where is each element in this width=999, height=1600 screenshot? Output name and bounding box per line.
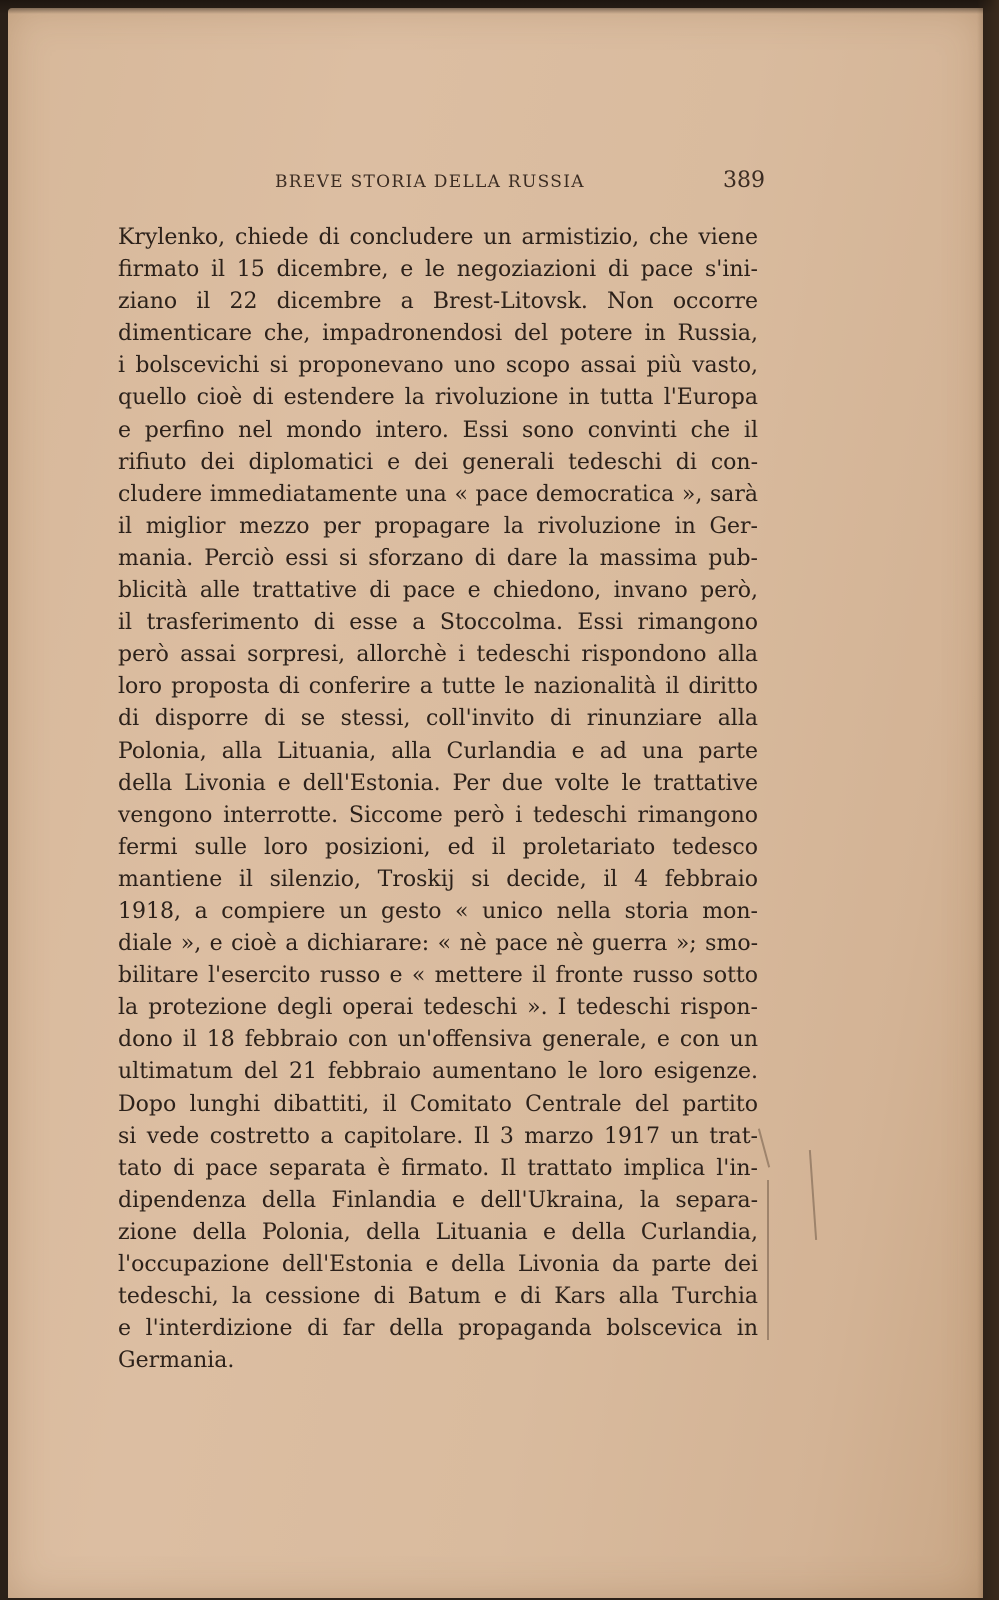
text-line: dono il 18 febbraio con un'offensiva generale, e con un <box>118 1027 758 1053</box>
top-edge-shadow <box>0 0 999 14</box>
text-line: ziano il 22 dicembre a Brest-Litovsk. Non occorre <box>118 289 758 315</box>
text-line: si vede costretto a capitolare. Il 3 marzo 1917 un trat- <box>118 1123 758 1149</box>
text-line: di disporre di se stessi, coll'invito di rinunziare alla <box>118 706 758 732</box>
text-line: Dopo lunghi dibattiti, il Comitato Centrale del partito <box>118 1091 758 1117</box>
text-line: tato di pace separata è firmato. Il trattato implica l'in- <box>118 1155 758 1181</box>
text-line: Polonia, alla Lituania, alla Curlandia e ad una parte <box>118 738 758 764</box>
text-line: ultimatum del 21 febbraio aumentano le loro esigenze. <box>118 1059 758 1085</box>
text-line: e l'interdizione di far della propaganda bolscevica in <box>118 1316 758 1342</box>
text-line: bilitare l'esercito russo e « mettere il fronte russo sotto <box>118 963 758 989</box>
text-line: però assai sorpresi, allorchè i tedeschi rispondono alla <box>118 642 758 668</box>
text-line: mania. Perciò essi si sforzano di dare la massima pub- <box>118 545 758 571</box>
running-title: BREVE STORIA DELLA RUSSIA <box>275 172 585 192</box>
page-number: 389 <box>723 168 765 193</box>
pencil-margin-mark <box>767 1180 769 1340</box>
text-line: il miglior mezzo per propagare la rivoluzione in Ger- <box>118 513 758 539</box>
body-text <box>118 222 758 1377</box>
text-line: firmato il 15 dicembre, e le negoziazioni di pace s'ini- <box>118 257 758 283</box>
text-line: zione della Polonia, della Lituania e della Curlandia, <box>118 1219 758 1245</box>
text-line: fermi sulle loro posizioni, ed il proletariato tedesco <box>118 834 758 860</box>
text-line: rifiuto dei diplomatici e dei generali tedeschi di con- <box>118 449 758 475</box>
text-line: 1918, a compiere un gesto « unico nella storia mon- <box>118 898 758 924</box>
text-line: quello cioè di estendere la rivoluzione in tutta l'Europa <box>118 385 758 411</box>
text-line: Krylenko, chiede di concludere un armistizio, che viene <box>118 225 758 250</box>
text-line: e perfino nel mondo intero. Essi sono convinti che il <box>118 417 758 443</box>
text-line: dipendenza della Finlandia e dell'Ukraina, la separa- <box>118 1187 758 1213</box>
text-line: il trasferimento di esse a Stoccolma. Essi rimangono <box>118 610 758 636</box>
page-right-edge <box>977 0 999 1600</box>
text-line: i bolscevichi si proponevano uno scopo assai più vasto, <box>118 353 758 379</box>
running-header <box>275 166 765 196</box>
text-line: tedeschi, la cessione di Batum e di Kars alla Turchia <box>118 1284 758 1310</box>
text-line: diale », e cioè a dichiarare: « nè pace nè guerra »; smo- <box>118 931 758 957</box>
text-line: mantiene il silenzio, Troskij si decide, il 4 febbraio <box>118 866 758 892</box>
text-line: Germania. <box>118 1348 235 1374</box>
text-line: dimenticare che, impadronendosi del potere in Russia, <box>118 321 758 347</box>
text-line: loro proposta di conferire a tutte le nazionalità il diritto <box>118 674 758 700</box>
text-line: vengono interrotte. Siccome però i tedeschi rimangono <box>118 802 758 828</box>
text-line: blicità alle trattative di pace e chiedono, invano però, <box>118 578 758 604</box>
text-line: della Livonia e dell'Estonia. Per due volte le trattative <box>118 770 758 796</box>
text-line: la protezione degli operai tedeschi ». I tedeschi rispon- <box>118 995 758 1021</box>
text-line: l'occupazione dell'Estonia e della Livonia da parte dei <box>118 1252 758 1277</box>
text-line: cludere immediatamente una « pace democratica », sarà <box>118 481 758 507</box>
